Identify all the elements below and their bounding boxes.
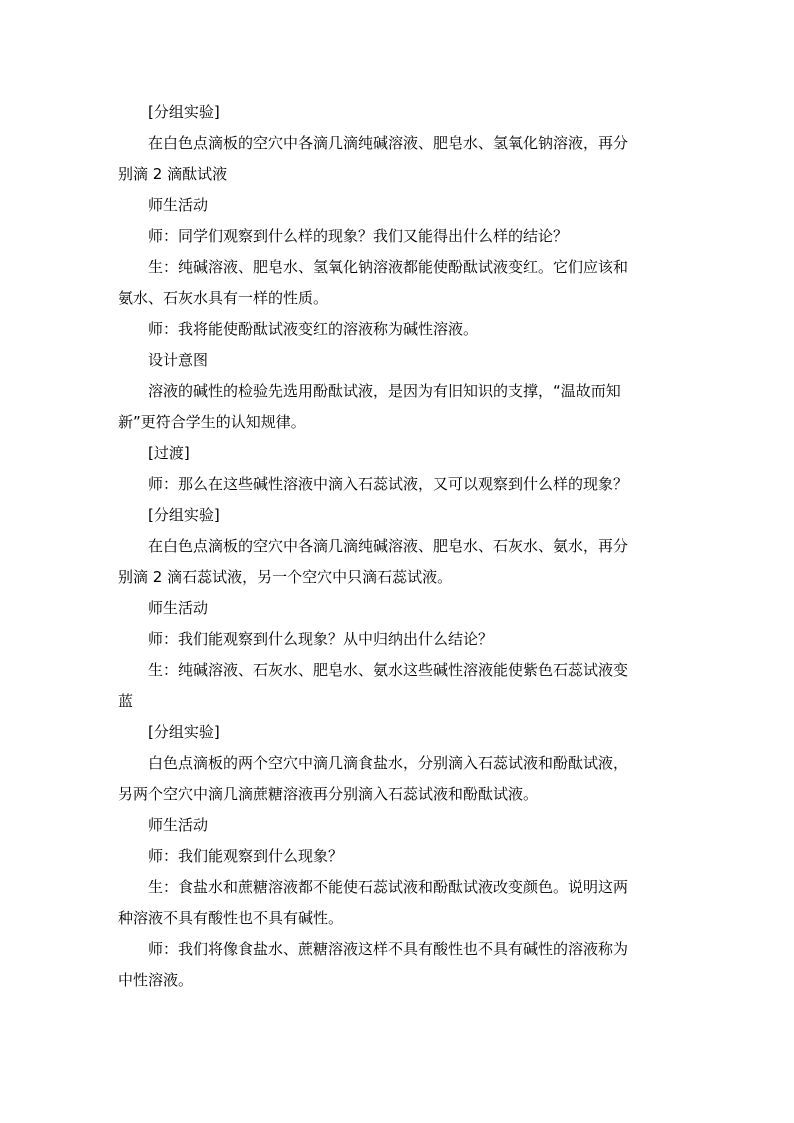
text-line: 师生活动 — [148, 196, 209, 214]
text-line: 在白色点滴板的空穴中各滴几滴纯碱溶液、肥皂水、氢氧化钠溶液，再分 — [148, 134, 629, 152]
document-body — [118, 97, 666, 996]
text-line: 师：我们能观察到什么现象？ — [148, 847, 344, 865]
text-line: 在白色点滴板的空穴中各滴几滴纯碱溶液、肥皂水、石灰水、氨水，再分 — [148, 537, 629, 555]
text-line: 中性溶液。 — [118, 971, 194, 989]
text-line: 新”更符合学生的认知规律。 — [118, 413, 306, 431]
text-line: 师：那么在这些碱性溶液中滴入石蕊试液，又可以观察到什么样的现象？ — [148, 475, 629, 493]
text-line: 别滴 2 滴酞试液 — [118, 165, 228, 183]
text-line: [过渡] — [148, 444, 190, 462]
text-line: 蓝 — [118, 692, 134, 710]
text-line: 生：纯碱溶液、肥皂水、氢氧化钠溶液都能使酚酞试液变红。它们应该和 — [148, 258, 629, 276]
text-line: 师生活动 — [148, 816, 209, 834]
text-line: [分组实验] — [148, 103, 220, 121]
text-line: 别滴 2 滴石蕊试液，另一个空穴中只滴石蕊试液。 — [118, 568, 453, 586]
text-line: [分组实验] — [148, 506, 220, 524]
text-line: 溶液的碱性的检验先选用酚酞试液，是因为有旧知识的支撑，“温故而知 — [148, 382, 621, 400]
text-line: 师生活动 — [148, 599, 209, 617]
text-line: 师：我们能观察到什么现象？从中归纳出什么结论？ — [148, 630, 494, 648]
text-line: 种溶液不具有酸性也不具有碱性。 — [118, 909, 344, 927]
text-line: 生：食盐水和蔗糖溶液都不能使石蕊试液和酚酞试液改变颜色。说明这两 — [148, 878, 629, 896]
text-line: [分组实验] — [148, 723, 220, 741]
text-line: 氨水、石灰水具有一样的性质。 — [118, 289, 329, 307]
text-line: 师：我们将像食盐水、蔗糖溶液这样不具有酸性也不具有碱性的溶液称为 — [148, 940, 629, 958]
text-line: 另两个空穴中滴几滴蔗糖溶液再分别滴入石蕊试液和酚酞试液。 — [118, 785, 539, 803]
text-line: 设计意图 — [148, 351, 209, 369]
text-line: 师：同学们观察到什么样的现象？我们又能得出什么样的结论？ — [148, 227, 569, 245]
text-line: 师：我将能使酚酞试液变红的溶液称为碱性溶液。 — [148, 320, 479, 338]
text-line: 生：纯碱溶液、石灰水、肥皂水、氨水这些碱性溶液能使紫色石蕊试液变 — [148, 661, 629, 679]
text-line: 白色点滴板的两个空穴中滴几滴食盐水，分别滴入石蕊试液和酚酞试液， — [148, 754, 629, 772]
